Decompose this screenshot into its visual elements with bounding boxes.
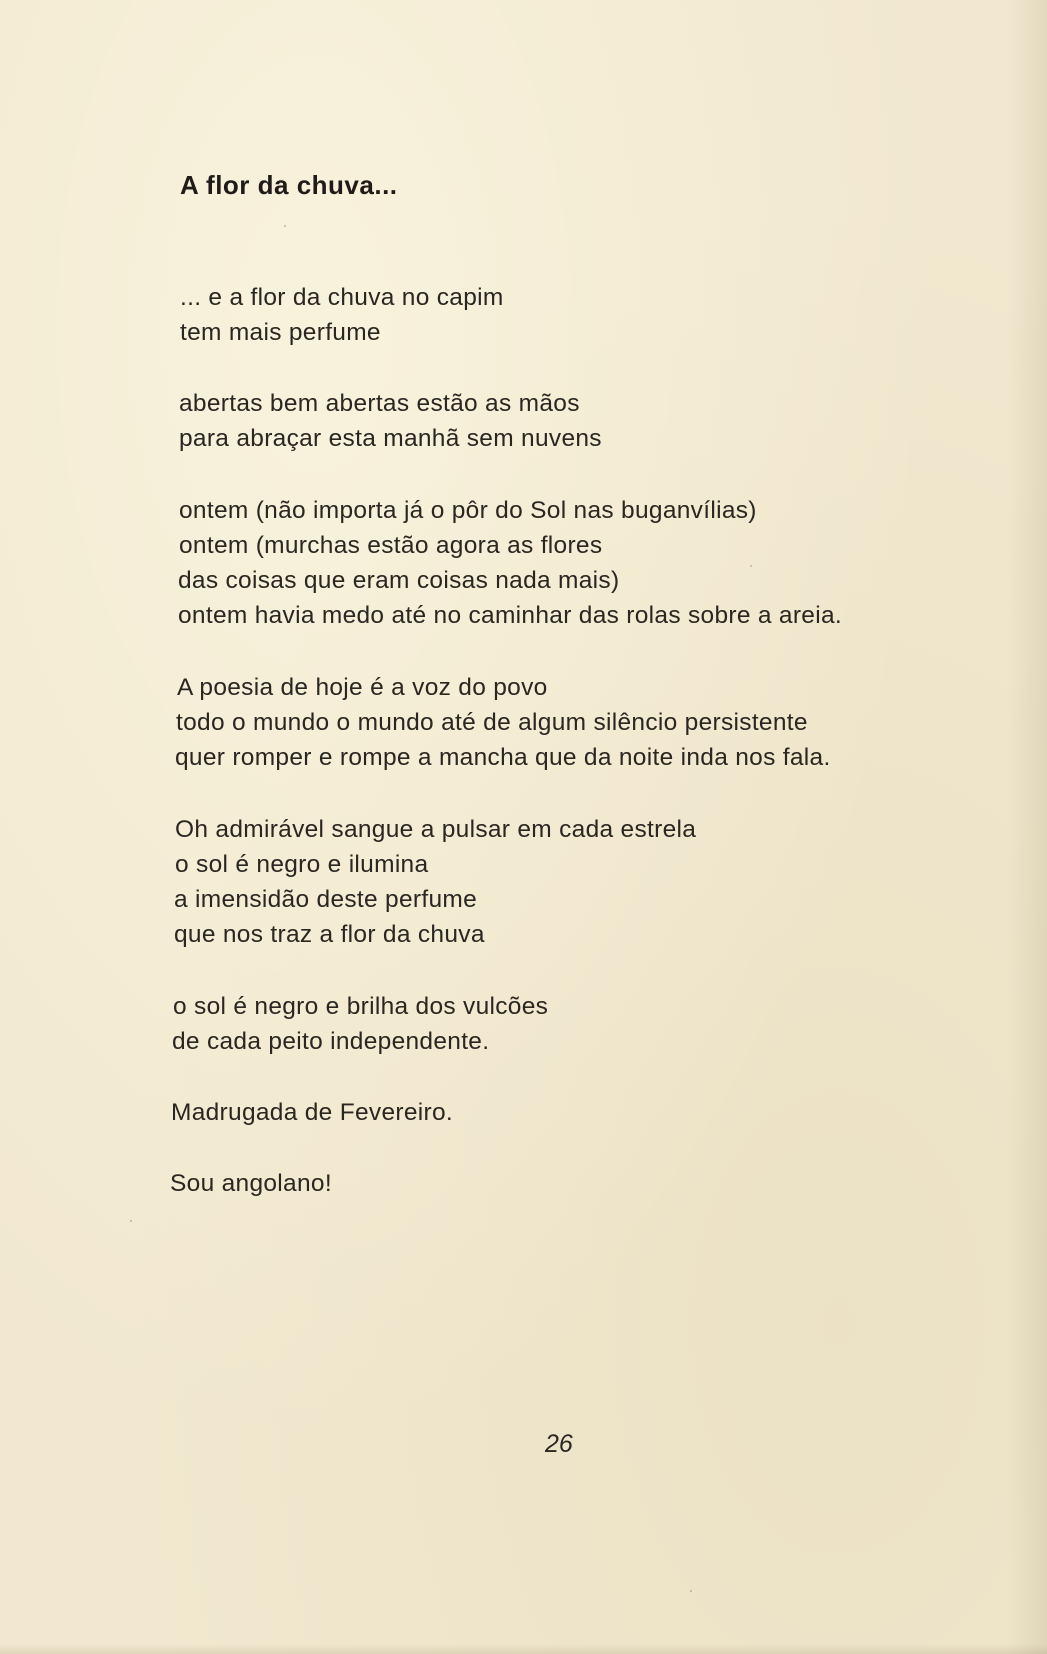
poem-line: Oh admirável sangue a pulsar em cada estrela (175, 816, 697, 843)
page-shadow (1007, 0, 1047, 1654)
paper-speck (750, 565, 752, 567)
poem-date-line: Madrugada de Fevereiro. (171, 1099, 453, 1126)
poem-line: o sol é negro e ilumina (175, 851, 429, 878)
poem-line: o sol é negro e brilha dos vulcões (173, 993, 549, 1020)
poem-line: tem mais perfume (180, 319, 381, 346)
poem-line: para abraçar esta manhã sem nuvens (179, 425, 602, 452)
poem-line: ontem (não importa já o pôr do Sol nas buganvílias) (179, 497, 757, 524)
poem-line: ontem (murchas estão agora as flores (179, 532, 603, 559)
page-bottom-edge (0, 1644, 1047, 1654)
poem-line: A poesia de hoje é a voz do povo (177, 674, 548, 701)
poem-line: que nos traz a flor da chuva (174, 921, 485, 948)
paper-speck (284, 225, 286, 227)
poem-closing-line: Sou angolano! (170, 1170, 332, 1197)
poem-line: de cada peito independente. (172, 1028, 490, 1055)
poem-line: a imensidão deste perfume (174, 886, 478, 913)
poem-line: das coisas que eram coisas nada mais) (178, 567, 620, 594)
paper-speck (690, 1590, 692, 1592)
poem-title: A flor da chuva... (180, 170, 398, 200)
page-number: 26 (545, 1430, 573, 1458)
paper-speck (130, 1220, 132, 1222)
poem-line: abertas bem abertas estão as mãos (179, 390, 580, 417)
poem-line: ontem havia medo até no caminhar das rolas sobre a areia. (178, 602, 842, 629)
poem-line: todo o mundo o mundo até de algum silêncio persistente (176, 709, 808, 736)
poem-line: quer romper e rompe a mancha que da noite inda nos fala. (175, 744, 831, 771)
poem-line: ... e a flor da chuva no capim (180, 284, 504, 311)
